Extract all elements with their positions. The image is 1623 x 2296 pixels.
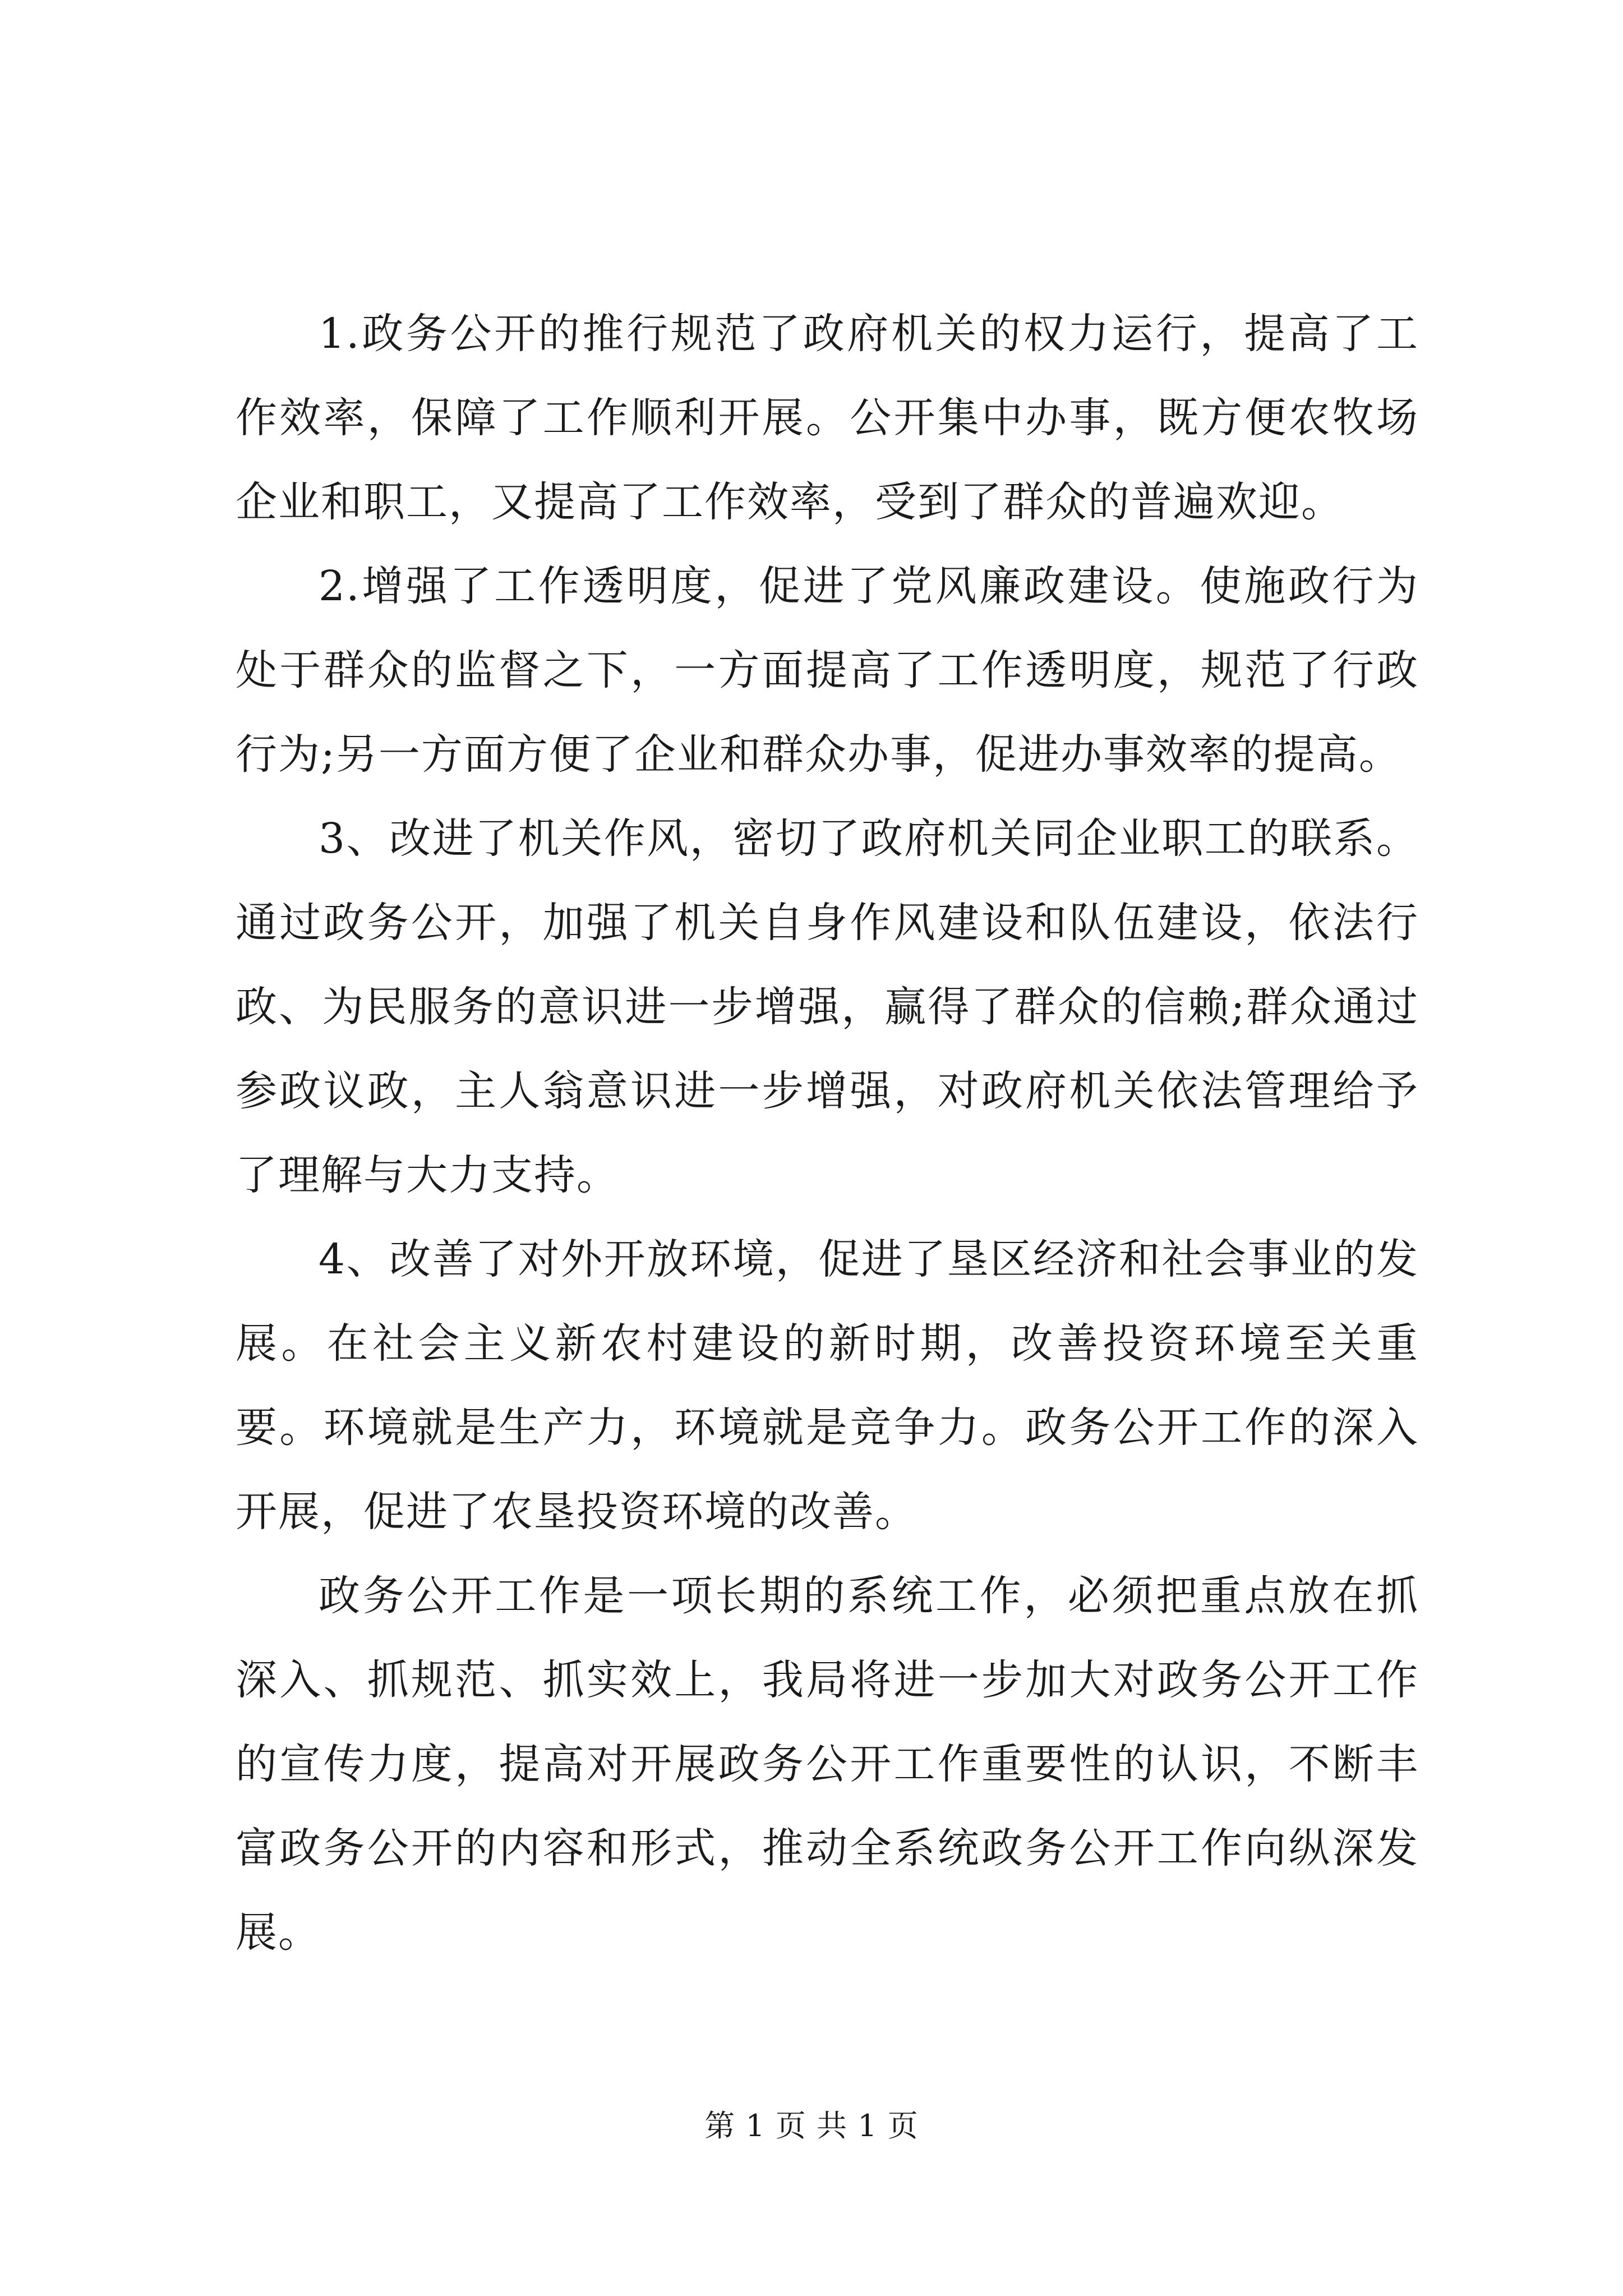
paragraph-2: 2.增强了工作透明度，促进了党风廉政建设。使施政行为处于群众的监督之下，一方面提高了工作透明度，规范了行政行为;另一方面方便了企业和群众办事，促进办事效率的提高。	[236, 562, 1419, 779]
paragraph-1: 1.政务公开的推行规范了政府机关的权力运行，提高了工作效率，保障了工作顺利开展。公开集中办事，既方便农牧场企业和职工，又提高了工作效率，受到了群众的普遍欢迎。	[236, 310, 1419, 526]
document-body	[236, 292, 1419, 1975]
paragraph-3: 3、改进了机关作风，密切了政府机关同企业职工的联系。通过政务公开，加强了机关自身作风建设和队伍建设，依法行政、为民服务的意识进一步增强，赢得了群众的信赖;群众通过参政议政，主人翁意识进一步增强，对政府机关依法管理给予了理解与大力支持。	[236, 815, 1419, 1199]
page-number-footer: 第 1 页 共 1 页	[704, 2108, 919, 2143]
paragraph-5: 政务公开工作是一项长期的系统工作，必须把重点放在抓深入、抓规范、抓实效上，我局将进一步加大对政务公开工作的宣传力度，提高对开展政务公开工作重要性的认识，不断丰富政务公开的内容和形式，推动全系统政务公开工作向纵深发展。	[236, 1572, 1419, 1957]
paragraph-4: 4、改善了对外开放环境，促进了垦区经济和社会事业的发展。在社会主义新农村建设的新时期，改善投资环境至关重要。环境就是生产力，环境就是竞争力。政务公开工作的深入开展，促进了农垦投资环境的改善。	[236, 1235, 1419, 1536]
